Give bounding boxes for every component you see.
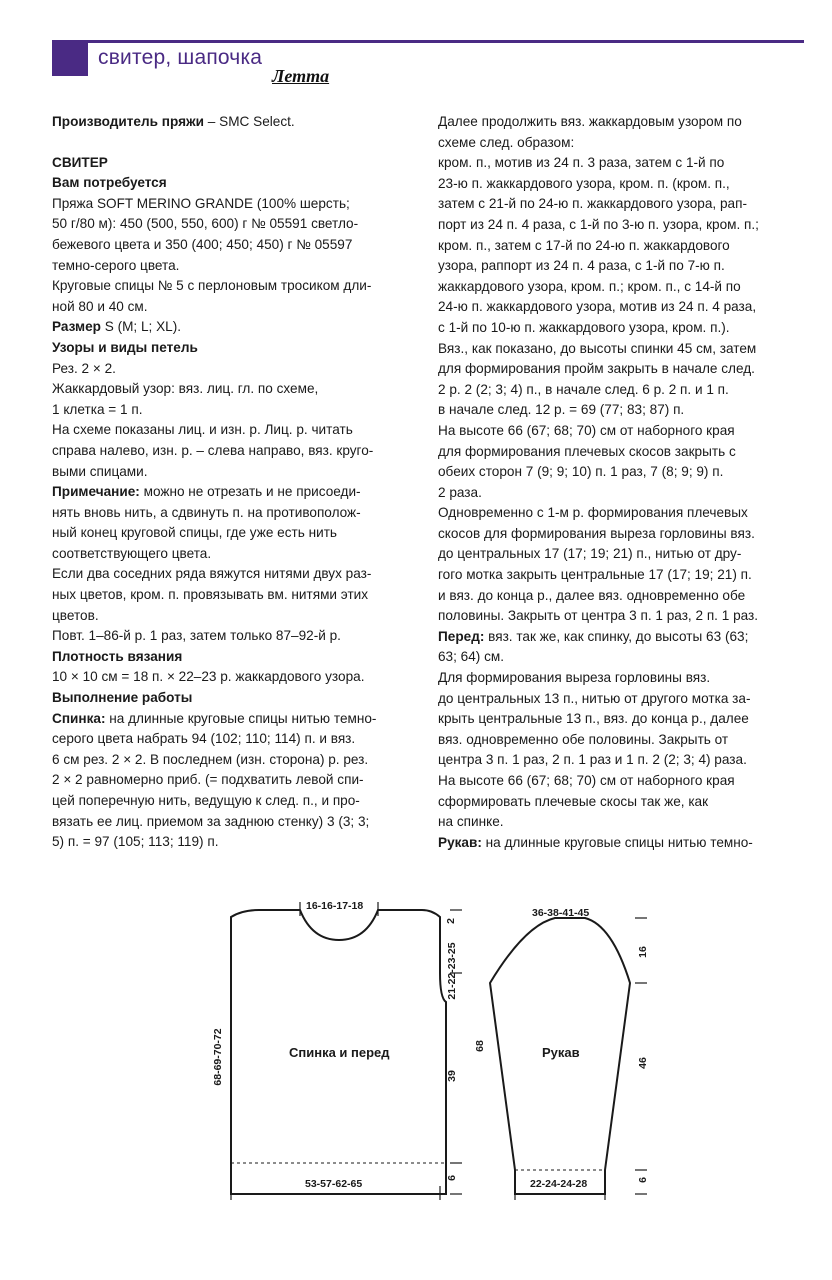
chart-note-text: На схеме показаны лиц. и изн. р. Лиц. р. читать справа налево, изн. р. – слева направо, вяз. круго- выми спицами. <box>52 422 374 479</box>
dim-body-neck: 16-16-17-18 <box>306 900 364 912</box>
dim-body-height: 68-69-70-72 <box>212 1028 224 1086</box>
dim-body-armhole: 21-22-23-25 <box>446 942 458 1000</box>
pattern-schematic <box>0 880 832 1280</box>
sleeve-label: Рукав: <box>438 834 482 850</box>
back-text: на длинные круговые спицы нитью темно- серого цвета набрать 94 (102; 110; 114) п. и вяз. 6 см рез. 2 × 2. В последнем (изн. сторона) р. рез. 2 × 2 равномерно приб. (= подхватить левой спи- цей поперечную нить, ведущую к след. п., и про- вязать ее лиц. приемом за заднюю стенку) 3 (3; 3; 5) п. = 97 (105; 113; 119) п. <box>52 710 377 850</box>
sweater-heading: СВИТЕР <box>52 154 108 170</box>
front-neck-text: Для формирования выреза горловины вяз. до центральных 13 п., нитью от другого мотка за- крыть центральные 13 п., вяз. до конца р., далее вяз. одновременно обе половины. Закрыть от центра 3 п. 1 раз, 2 п. 1 раз и 1 п. 2 (2; 3; 4) раза. На высоте 66 (67; 68; 70) см от наборного края сформировать плечевые скосы так же, как на спинке. <box>438 670 751 830</box>
dim-sleeve-bottom: 22-24-24-28 <box>530 1178 588 1190</box>
dim-body-side: 39 <box>446 1070 458 1082</box>
front-text: вяз. так же, как спинку, до высоты 63 (63; 63; 64) см. <box>438 628 749 665</box>
dim-sleeve-body: 46 <box>637 1057 649 1069</box>
yarn-text: Пряжа SOFT MERINO GRANDE (100% шерсть; 50 г/80 м): 450 (500, 550, 600) г № 05591 светло- бежевого цвета и 350 (400; 450; 450) г № 05597 темно-серого цвета. <box>52 195 359 273</box>
dim-sleeve-top: 36-38-41-45 <box>532 907 590 919</box>
producer-label: Производитель пряжи <box>52 114 205 129</box>
dim-sleeve-cap: 16 <box>637 946 649 958</box>
gauge-text: 10 × 10 см = 18 п. × 22–23 р. жаккардового узора. <box>52 669 365 685</box>
patterns-heading: Узоры и виды петель <box>52 339 198 355</box>
work-heading: Выполнение работы <box>52 690 193 706</box>
header-rule <box>52 40 804 43</box>
needles-text: Круговые спицы № 5 с перлоновым тросиком дли- ной 80 и 40 см. <box>52 278 372 314</box>
back-label: Спинка: <box>52 710 106 726</box>
right-text-column <box>438 112 810 853</box>
jacquard-text: Жаккардовый узор: вяз. лиц. гл. по схеме, 1 клетка = 1 п. <box>52 381 319 417</box>
sleeve-text: на длинные круговые спицы нитью темно- <box>481 834 753 850</box>
repeat-text: Повт. 1–86-й р. 1 раз, затем только 87–92-й р. <box>52 628 341 644</box>
continue-text: Далее продолжить вяз. жаккардовым узором по схеме след. образом: кром. п., мотив из 24 п. 3 раза, затем с 1-й по 23-ю п. жаккардового узора, кром. п. (кром. п., затем с 21-й по 24-ю п. жаккардового узора, рап- порт из 24 п. 4 раза, с 1-й по 3-ю п. узора, кром. п.; кром. п., затем с 17-й по 24-ю п. жаккардового узора, раппорт из 24 п. 4 раза, с 1-й по 7-ю п. жаккардового узора, кром. п.; кром. п., с 14-й по 24-ю п. жаккардового узора, мотив из 24 п. 4 раза, с 1-й по 10-ю п. жаккардового узора, кром. п.). Вяз., как показано, до высоты спинки 45 см, затем для формирования пройм закрыть в начале след. 2 р. 2 (2; 3; 4) п., в начале след. 6 р. 2 п. и 1 п. в начале след. 12 р. = 69 (77; 83; 87) п. <box>438 114 759 418</box>
dim-sleeve-rib: 6 <box>637 1177 649 1183</box>
note-paragraph <box>52 482 422 564</box>
front-paragraph <box>438 627 810 668</box>
two-colors-text: Если два соседних ряда вяжутся нитями двух раз- ных цветов, кром. п. провязывать вм. нитями этих цветов. <box>52 566 372 623</box>
producer-value: – SMC Select. <box>204 114 295 129</box>
dim-body-shoulder: 2 <box>445 918 457 924</box>
neck-text: Одновременно с 1-м р. формирования плечевых скосов для формирования выреза горловины вяз. до центральных 17 (17; 19; 21) п., нитью от дру- гого мотка закрыть центральные 17 (17; 19; 21) п. и вяз. до конца р., далее вяз. одновременно обе половины. Закрыть от центра 3 п. 1 раз, 2 п. 1 раз. <box>438 505 759 624</box>
dim-sleeve-length: 68 <box>474 1040 486 1052</box>
front-label: Перед: <box>438 628 485 644</box>
shoulders-text: На высоте 66 (67; 68; 70) см от наборного края для формирования плечевых скосов закрыть с обеих сторон 7 (9; 9; 10) п. 1 раз, 7 (8; 9; 9) п. 2 раза. <box>438 422 736 500</box>
left-text-column <box>52 112 422 853</box>
note-text: можно не отрезать и не присоеди- нять вновь нить, а сдвинуть п. на противополож- ный конец круговой спицы, где уже есть нить соответствующего цвета. <box>52 484 361 561</box>
section-title: свитер, шапочка <box>98 46 263 69</box>
schematic-drawing <box>0 880 832 1280</box>
header-color-block <box>52 40 88 76</box>
author-signature: Летта <box>272 66 330 86</box>
sleeve-paragraph <box>438 833 810 854</box>
size-label: Размер <box>52 319 101 335</box>
size-line <box>52 317 422 338</box>
sleeve-part-label: Рукав <box>542 1045 580 1060</box>
yarn-producer <box>52 112 422 133</box>
dim-body-rib: 6 <box>446 1175 458 1181</box>
back-paragraph <box>52 709 422 853</box>
page-header <box>0 0 832 100</box>
rib-text: Рез. 2 × 2. <box>52 360 116 376</box>
materials-heading: Вам потребуется <box>52 175 167 191</box>
body-label: Спинка и перед <box>289 1045 390 1060</box>
size-value: S (M; L; XL). <box>100 319 182 335</box>
note-label: Примечание: <box>52 484 140 500</box>
gauge-heading: Плотность вязания <box>52 648 183 664</box>
dim-body-width: 53-57-62-65 <box>305 1178 363 1190</box>
